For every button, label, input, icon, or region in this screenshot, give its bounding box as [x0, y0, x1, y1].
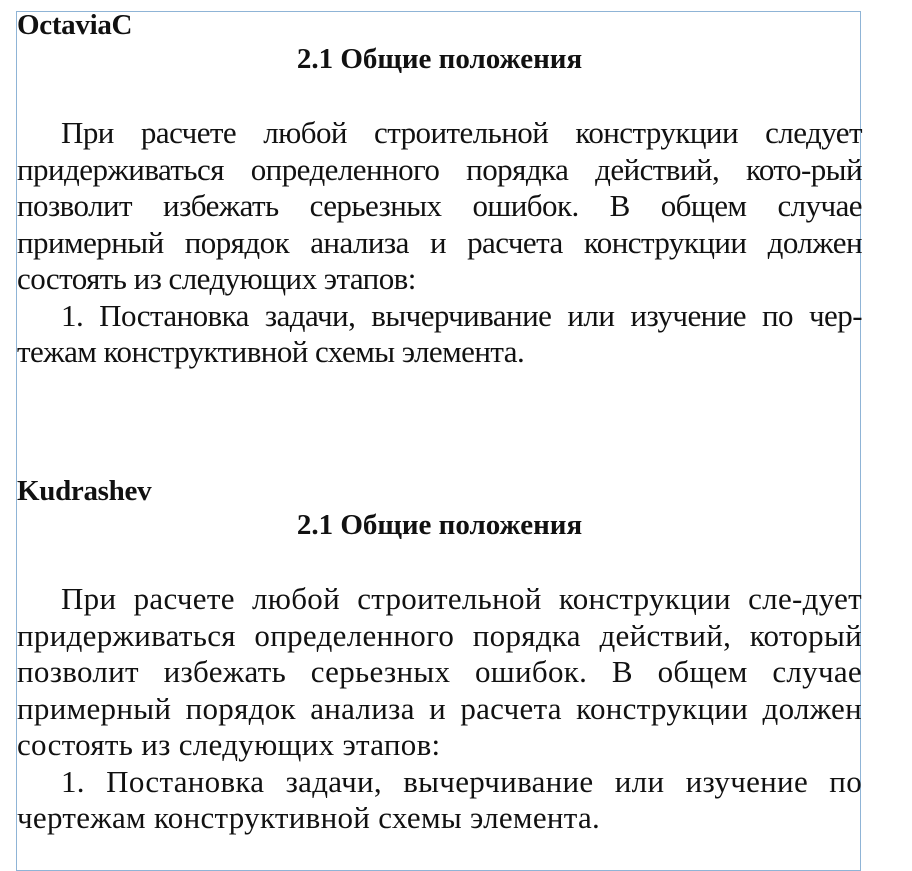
body-paragraph: При расчете любой строительной конструкции следует придерживаться определенного порядка действий, кото-рый позволит избежать серьезных ошибок. В общем случае примерный порядок анализа и расчета конструкции должен состоять из следующих этапов:: [17, 115, 862, 296]
font-sample-octaviac: [17, 8, 862, 371]
list-item-paragraph: 1. Постановка задачи, вычерчивание или изучение по чер-тежам конструктивной схемы элемента.: [17, 297, 862, 369]
section-heading: 2.1 Общие положения: [296, 509, 583, 541]
font-sample-kudrashev: [17, 474, 862, 837]
font-name-label: Kudrashev: [17, 475, 152, 507]
section-heading: 2.1 Общие положения: [296, 43, 583, 75]
font-name-label: OctaviaC: [17, 9, 133, 41]
list-item-paragraph: 1. Постановка задачи, вычерчивание или изучение по чертежам конструктивной схемы элемента.: [17, 763, 862, 835]
body-paragraph: При расчете любой строительной конструкции сле-дует придерживаться определенного порядка действий, который позволит избежать серьезных ошибок. В общем случае примерный порядок анализа и расчета конструкции должен состоять из следующих этапов:: [17, 581, 862, 762]
